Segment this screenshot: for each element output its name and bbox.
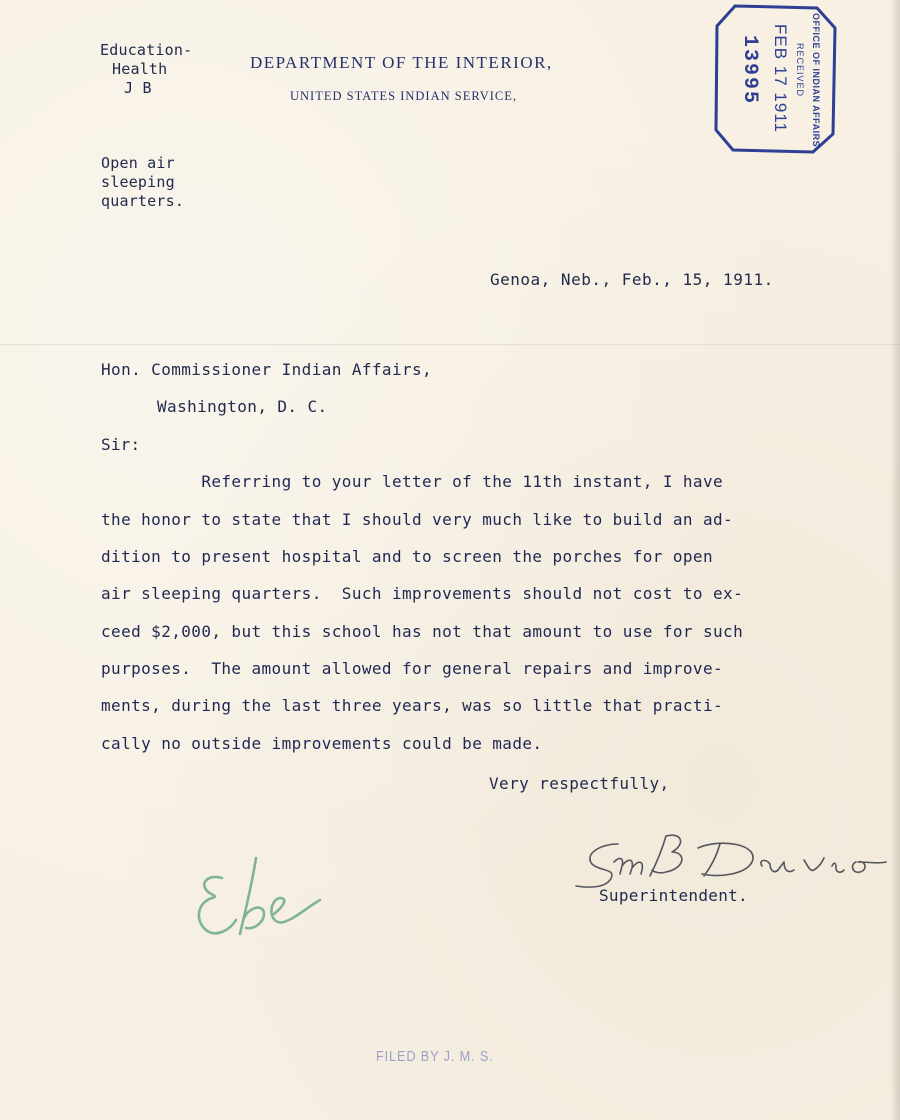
- letterhead-department: DEPARTMENT OF THE INTERIOR,: [250, 53, 553, 72]
- stamp-number: 13995: [738, 35, 761, 106]
- routing-line-2: Health: [112, 60, 168, 78]
- salutation: Sir:: [101, 435, 141, 454]
- recipient-line-2: Washington, D. C.: [157, 397, 328, 416]
- signature-title: Superintendent.: [599, 886, 748, 905]
- routing-line-3: J B: [124, 79, 152, 97]
- paper-edge-shadow: [890, 0, 900, 1120]
- subject-line-1: Open air: [101, 154, 175, 172]
- stamp-office: OFFICE OF INDIAN AFFAIRS: [811, 13, 821, 148]
- stamp-received: RECEIVED: [795, 43, 805, 98]
- body-line-3: dition to present hospital and to screen the porches for open: [101, 547, 714, 566]
- body-line-4: air sleeping quarters. Such improvements should not cost to ex-: [101, 584, 744, 603]
- body-line-2: the honor to state that I should very much like to build an ad-: [101, 510, 734, 529]
- paper-fold-line: [0, 344, 900, 346]
- body-line-8: cally no outside improvements could be made.: [101, 734, 543, 753]
- body-line-7: ments, during the last three years, was so little that practi-: [101, 696, 724, 715]
- subject-line-2: sleeping: [101, 173, 175, 191]
- body-line-1: Referring to your letter of the 11th instant, I have: [101, 472, 724, 491]
- place-date: Genoa, Neb., Feb., 15, 1911.: [490, 270, 774, 289]
- stamp-date: FEB 17 1911: [771, 24, 790, 133]
- subject-line-3: quarters.: [101, 192, 185, 210]
- body-line-6: purposes. The amount allowed for general repairs and improve-: [101, 659, 724, 678]
- recipient-line-1: Hon. Commissioner Indian Affairs,: [101, 360, 433, 379]
- routing-line-1: Education-: [100, 41, 193, 59]
- received-stamp: [713, 4, 837, 154]
- letterhead-service: UNITED STATES INDIAN SERVICE,: [290, 89, 517, 103]
- handwritten-initials: [188, 848, 328, 948]
- closing: Very respectfully,: [489, 774, 670, 793]
- body-line-5: ceed $2,000, but this school has not that amount to use for such: [101, 622, 744, 641]
- filed-by-stamp: FILED BY J. M. S.: [376, 1048, 494, 1065]
